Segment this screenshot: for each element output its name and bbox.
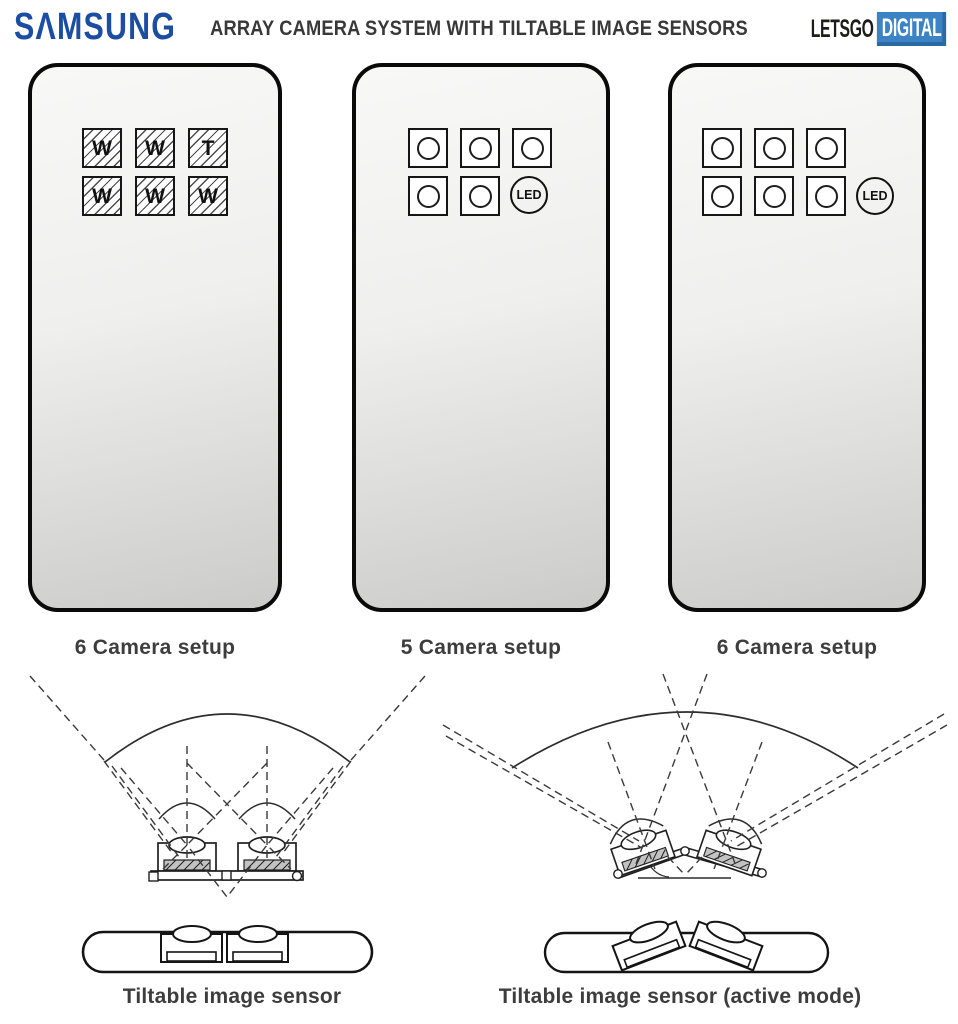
sensor-bar-flat bbox=[60, 915, 410, 980]
fov-rays bbox=[30, 676, 425, 897]
base-bar bbox=[149, 871, 303, 881]
sensor-label: W bbox=[145, 136, 165, 160]
camera-row bbox=[702, 176, 846, 216]
camera-square bbox=[408, 176, 448, 216]
camera-square bbox=[806, 176, 846, 216]
fov-diagram-flat bbox=[20, 664, 445, 908]
phone-outline-1 bbox=[28, 63, 282, 612]
camera-lens-icon bbox=[417, 185, 440, 208]
camera-array-1 bbox=[82, 128, 228, 216]
sensor-label: W bbox=[145, 184, 165, 208]
phone-outline-2 bbox=[352, 63, 610, 612]
camera-module-tilted-left bbox=[604, 811, 675, 876]
camera-square bbox=[806, 128, 846, 168]
led-label: LED bbox=[516, 188, 542, 202]
camera-array-3 bbox=[702, 128, 846, 216]
camera-lens-icon bbox=[521, 137, 544, 160]
camera-square bbox=[754, 176, 794, 216]
phone-caption-2: 5 Camera setup bbox=[400, 636, 562, 659]
camera-lens-icon bbox=[815, 185, 838, 208]
camera-square-hatched bbox=[82, 128, 122, 168]
sensor-label: W bbox=[92, 136, 112, 160]
sensor-label: T bbox=[201, 136, 215, 160]
led-indicator bbox=[856, 177, 894, 215]
letsgo-text: LETSGO bbox=[810, 14, 874, 43]
camera-lens-icon bbox=[815, 137, 838, 160]
fov-rays bbox=[443, 674, 947, 874]
camera-square-hatched bbox=[135, 176, 175, 216]
diagram-caption-flat: Tiltable image sensor bbox=[122, 985, 342, 1008]
camera-square-hatched bbox=[188, 176, 228, 216]
digital-badge: DIGITAL bbox=[876, 12, 946, 46]
letsgo-digital-logo bbox=[810, 12, 946, 46]
phone-outline-3 bbox=[668, 63, 926, 612]
samsung-logo: SΛMSUNG bbox=[14, 6, 177, 48]
phone-caption-1: 6 Camera setup bbox=[74, 636, 236, 659]
camera-row bbox=[82, 176, 228, 216]
sensor-label: W bbox=[92, 184, 112, 208]
camera-row bbox=[82, 128, 228, 168]
camera-row bbox=[702, 128, 846, 168]
wide-fov-arc bbox=[512, 712, 858, 768]
camera-lens-icon bbox=[763, 137, 786, 160]
camera-square bbox=[702, 176, 742, 216]
camera-square-hatched bbox=[82, 176, 122, 216]
wide-fov-arc bbox=[105, 714, 350, 762]
led-label: LED bbox=[862, 189, 888, 203]
fov-diagram-active bbox=[440, 660, 956, 910]
camera-square-hatched bbox=[188, 128, 228, 168]
camera-lens-icon bbox=[711, 137, 734, 160]
camera-lens-icon bbox=[469, 137, 492, 160]
camera-lens-icon bbox=[469, 185, 492, 208]
camera-square bbox=[512, 128, 552, 168]
sensor-bar-active bbox=[530, 903, 850, 980]
camera-square-hatched bbox=[135, 128, 175, 168]
phone-caption-3: 6 Camera setup bbox=[716, 636, 878, 659]
camera-square bbox=[408, 128, 448, 168]
camera-square bbox=[460, 176, 500, 216]
sensor-label: W bbox=[198, 184, 218, 208]
camera-square bbox=[702, 128, 742, 168]
camera-lens-icon bbox=[711, 185, 734, 208]
sensor-strips bbox=[164, 860, 290, 870]
page-title-text: ARRAY CAMERA SYSTEM WITH TILTABLE IMAGE SENSORS bbox=[210, 17, 748, 40]
capsule-outline bbox=[545, 933, 828, 972]
camera-square bbox=[754, 128, 794, 168]
camera-row bbox=[408, 128, 552, 168]
camera-square bbox=[460, 128, 500, 168]
diagram-caption-active: Tiltable image sensor (active mode) bbox=[498, 985, 862, 1008]
camera-lens-icon bbox=[417, 137, 440, 160]
led-indicator bbox=[510, 176, 548, 214]
camera-lens-icon bbox=[763, 185, 786, 208]
